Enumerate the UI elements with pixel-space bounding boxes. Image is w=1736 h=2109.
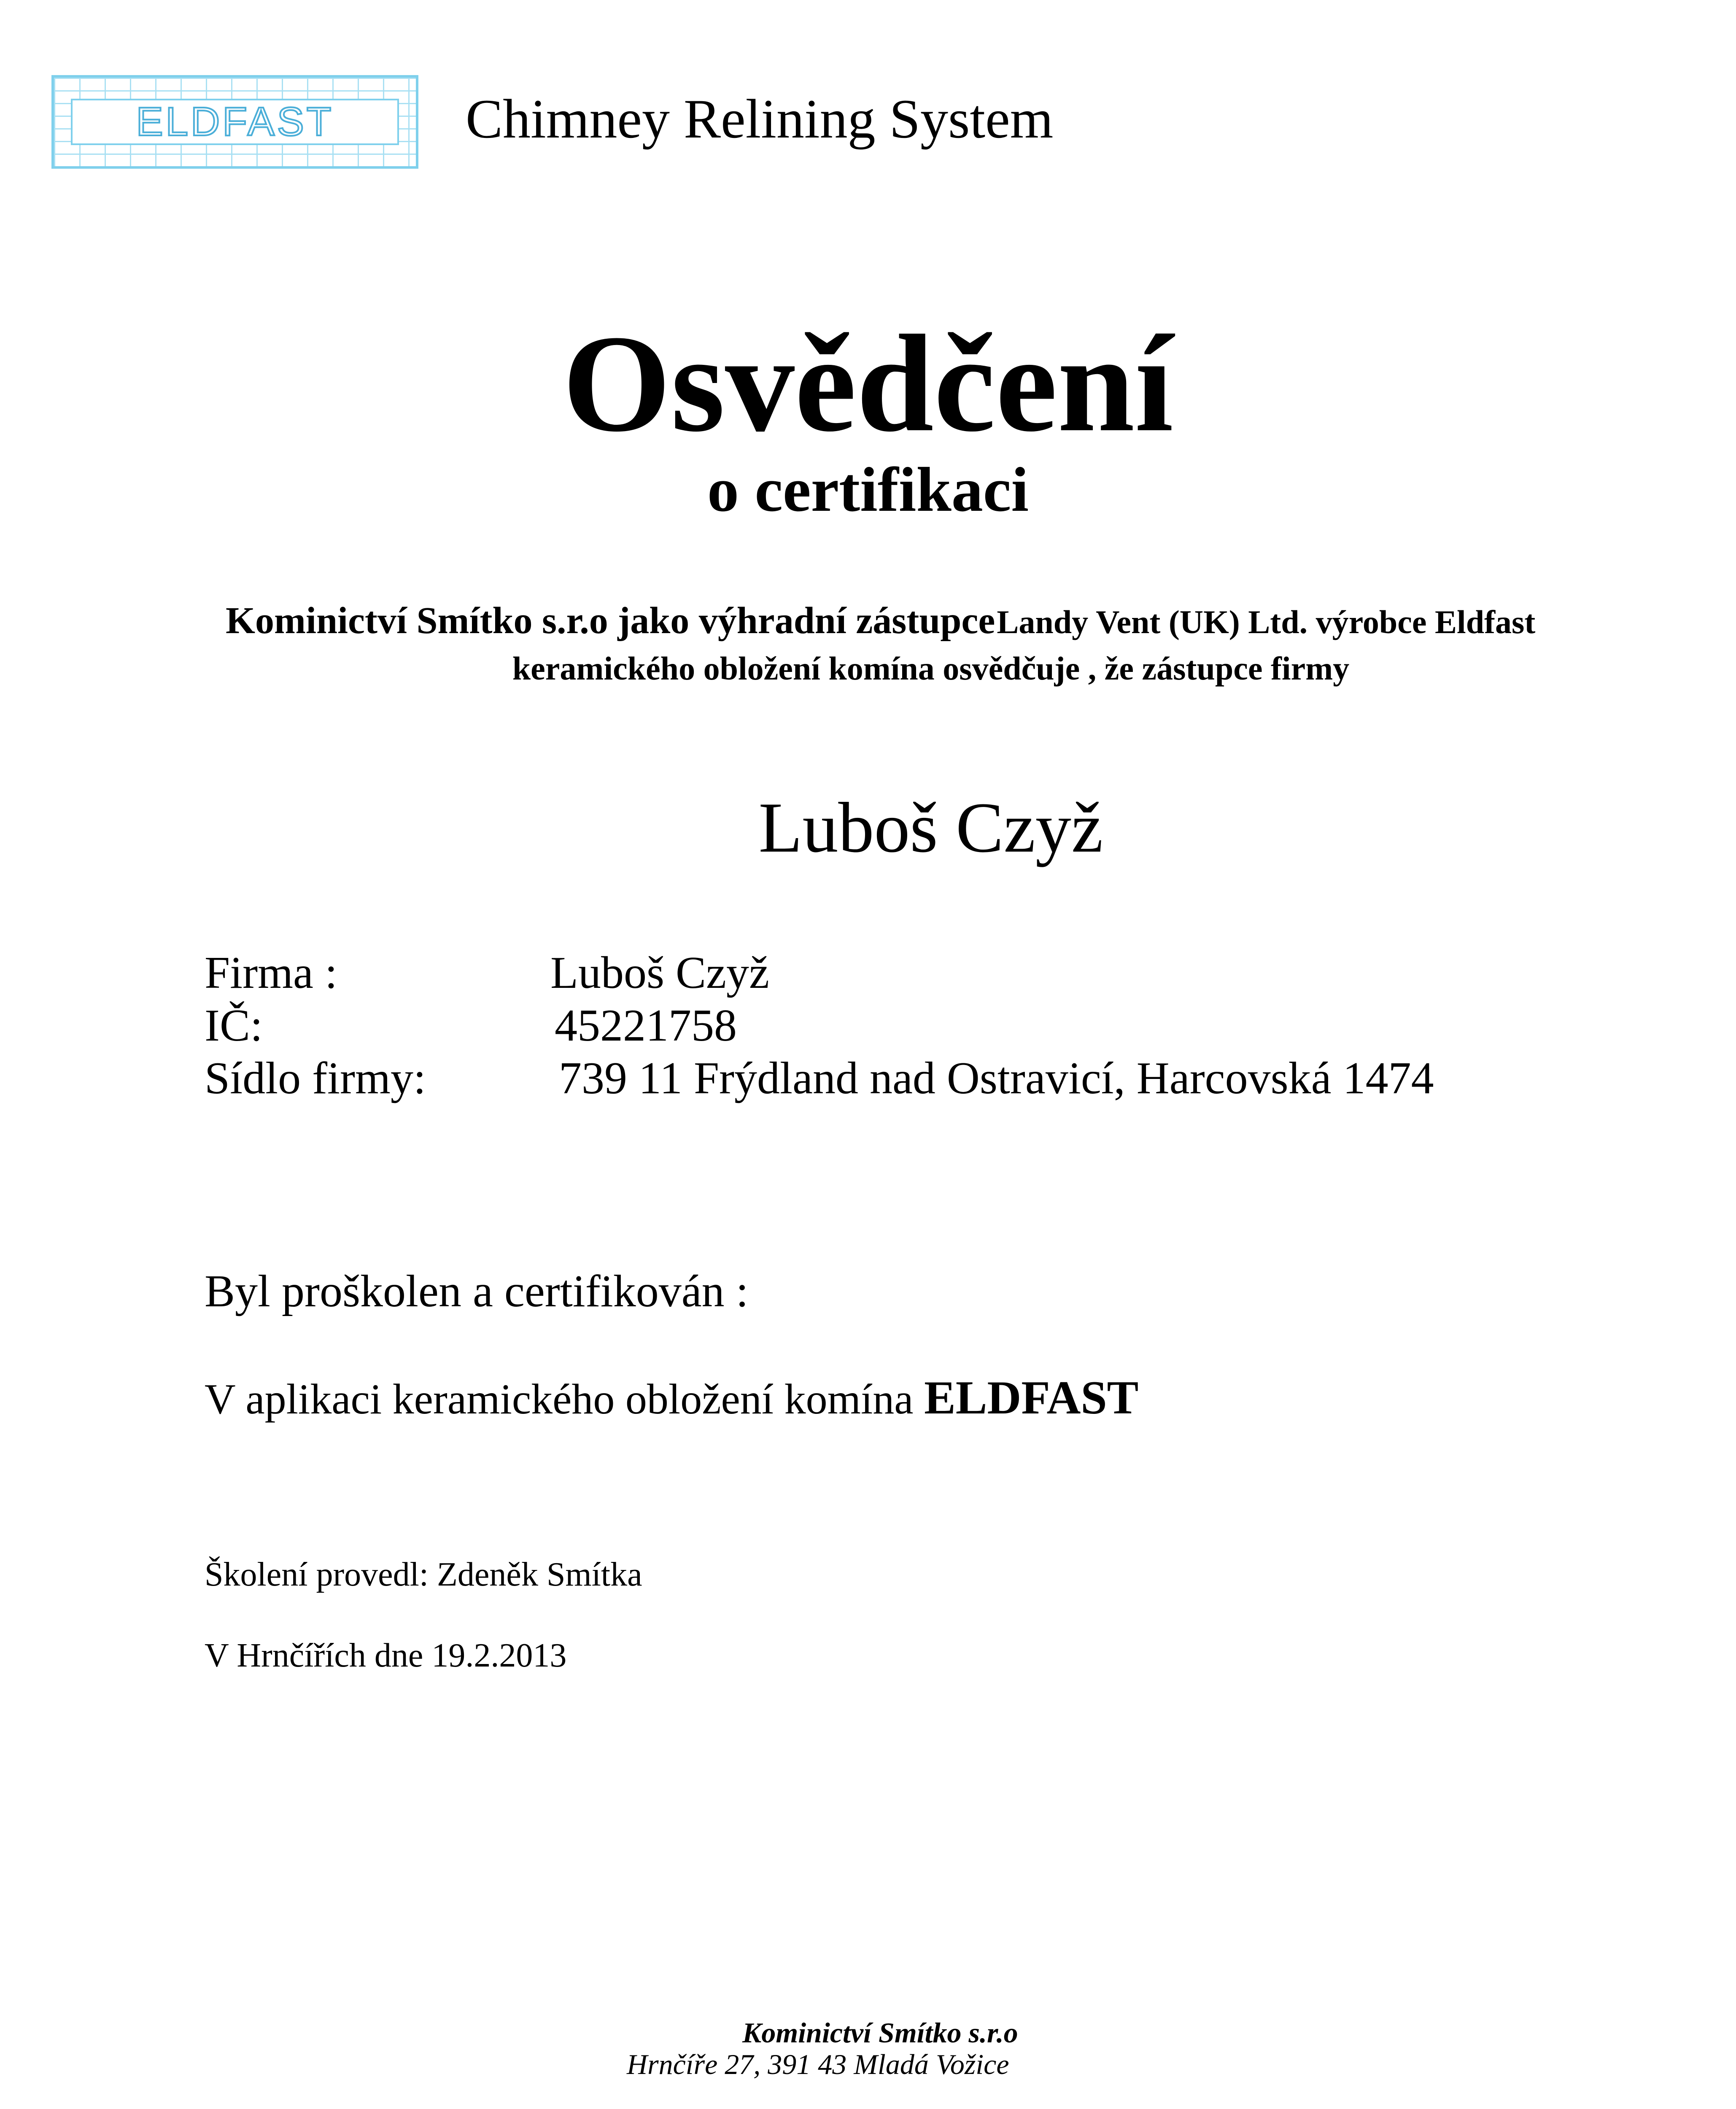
- sidlo-label: Sídlo firmy:: [205, 1053, 426, 1103]
- intro-manufacturer: Landy Vent (UK) Ltd. výrobce Eldfast: [997, 604, 1536, 640]
- trainer-line: Školení provedl: Zdeněk Smítka: [205, 1556, 642, 1593]
- certification-application: [205, 1371, 1138, 1425]
- ic-value: 45221758: [555, 1001, 737, 1051]
- document-subtitle: o certifikaci: [707, 455, 1029, 525]
- application-product: ELDFAST: [924, 1372, 1139, 1424]
- firma-label: Firma :: [205, 948, 337, 998]
- person-name: Luboš Czyž: [758, 788, 1103, 867]
- intro-company: Kominictví Smítko s.r.o jako výhradní zástupce: [226, 600, 995, 642]
- intro-line-2: keramického obložení komína osvědčuje , že zástupce firmy: [512, 650, 1350, 687]
- certification-heading: Byl proškolen a certifikován :: [205, 1266, 749, 1316]
- ic-label: IČ:: [205, 1001, 263, 1051]
- document-title: Osvědčení: [562, 307, 1174, 461]
- footer-address: Hrnčíře 27, 391 43 Mladá Vožice: [627, 2048, 1009, 2080]
- sidlo-value: 739 11 Frýdland nad Ostravicí, Harcovská 1474: [559, 1053, 1434, 1103]
- eldfast-logo: [51, 75, 418, 169]
- intro-line-1: [226, 599, 1535, 642]
- footer-company: Kominictví Smítko s.r.o: [742, 2017, 1018, 2049]
- place-date-line: V Hrnčířích dne 19.2.2013: [205, 1637, 567, 1674]
- logo-text: ELDFAST: [136, 99, 334, 144]
- application-text: V aplikaci keramického obložení komína: [205, 1375, 914, 1423]
- logo-plate: [71, 99, 399, 145]
- firma-value: Luboš Czyž: [550, 948, 769, 998]
- header-subtitle: Chimney Relining System: [466, 88, 1054, 150]
